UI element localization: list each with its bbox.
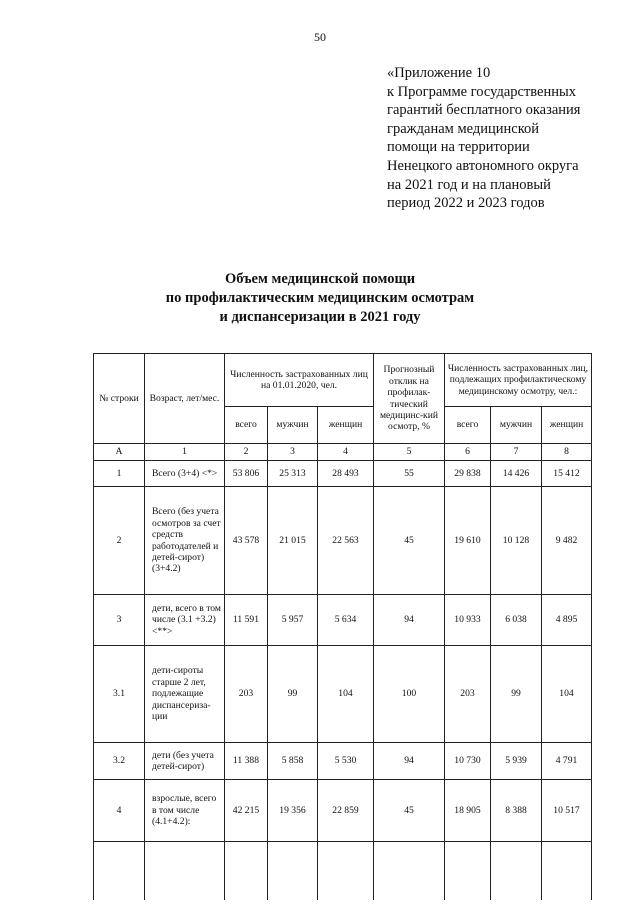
insured-total: 42 215 [225,780,268,842]
column-number: 3 [268,444,318,461]
insured-men: 5 957 [268,595,318,646]
insured-men: 25 313 [268,461,318,487]
insured-women: 22 563 [318,487,374,595]
column-number: А [94,444,145,461]
forecast-response: 94 [374,743,445,780]
subject-men: 99 [491,646,542,743]
appendix-line: период 2022 и 2023 годов [387,195,545,212]
age-group: Всего (без учета осмотров за счет средств работодателей и детей-сирот) (3+4.2) [145,487,225,595]
insured-total: 11 591 [225,595,268,646]
header-total: всего [445,407,491,444]
table-row [94,461,592,487]
table-row [94,743,592,780]
medical-volume-table [93,353,592,900]
age-group: дети (без учета детей-сирот) [145,743,225,780]
appendix-line: «Приложение 10 [387,65,491,81]
table-header-row [94,354,592,407]
column-number: 4 [318,444,374,461]
insured-men: 99 [268,646,318,743]
appendix-line: на 2021 год и на плановый [387,176,551,193]
subject-women: 10 517 [542,780,592,842]
row-number: 3 [94,595,145,646]
subject-women: 9 482 [542,487,592,595]
appendix-line: Ненецкого автономного округа [387,157,579,174]
header-forecast-response: Прогнозный отклик на профилак-тический медицинс-кий осмотр, % [374,354,445,444]
insured-men: 19 356 [268,780,318,842]
insured-women: 104 [318,646,374,743]
subject-total: 29 838 [445,461,491,487]
header-women: женщин [318,407,374,444]
table-row [94,487,592,595]
insured-women: 22 859 [318,780,374,842]
column-number: 7 [491,444,542,461]
title-line: Объем медицинской помощи [224,271,416,287]
table-row [94,646,592,743]
header-women: женщин [542,407,592,444]
title-line: по профилактическим медицинским осмотрам [165,290,475,306]
subject-men: 10 128 [491,487,542,595]
subject-total: 10 730 [445,743,491,780]
page-number: 50 [314,30,326,44]
subject-total: 18 905 [445,780,491,842]
insured-women: 28 493 [318,461,374,487]
insured-women: 5 634 [318,595,374,646]
subject-total: 19 610 [445,487,491,595]
header-men: мужчин [491,407,542,444]
column-number: 8 [542,444,592,461]
subject-women: 104 [542,646,592,743]
subject-men: 14 426 [491,461,542,487]
table-row [94,595,592,646]
header-total: всего [225,407,268,444]
header-row-number: № строки [94,354,145,444]
appendix-line: к Программе государственных [387,83,577,100]
age-group: Всего (3+4) <*> [145,461,225,487]
forecast-response: 55 [374,461,445,487]
column-number: 5 [374,444,445,461]
appendix-line: гражданам медицинской [387,120,540,137]
row-number: 1 [94,461,145,487]
row-number: 3.1 [94,646,145,743]
subject-men: 6 038 [491,595,542,646]
appendix-reference [387,64,632,213]
row-number: 4 [94,780,145,842]
header-men: мужчин [268,407,318,444]
forecast-response: 94 [374,595,445,646]
insured-total: 11 388 [225,743,268,780]
column-number-row [94,444,592,461]
column-number: 2 [225,444,268,461]
forecast-response: 45 [374,780,445,842]
column-number: 1 [145,444,225,461]
title-line: и диспансеризации в 2021 году [219,309,421,325]
insured-total: 203 [225,646,268,743]
age-group: дети, всего в том числе (3.1 +3.2) <**> [145,595,225,646]
table-row [94,780,592,842]
column-number: 6 [445,444,491,461]
appendix-line: помощи на территории [387,139,530,156]
table-row-continued [94,842,592,900]
subject-women: 15 412 [542,461,592,487]
header-age: Возраст, лет/мес. [145,354,225,444]
appendix-line: гарантий бесплатного оказания [387,102,581,119]
age-group: дети-сироты старше 2 лет, подлежащие диспансериза-ции [145,646,225,743]
forecast-response: 45 [374,487,445,595]
row-number: 2 [94,487,145,595]
age-group: взрослые, всего в том числе (4.1+4.2): [145,780,225,842]
insured-men: 21 015 [268,487,318,595]
subject-men: 5 939 [491,743,542,780]
subject-total: 203 [445,646,491,743]
subject-total: 10 933 [445,595,491,646]
insured-women: 5 530 [318,743,374,780]
header-insured-population: Численность застрахованных лиц на 01.01.2020, чел. [225,354,374,407]
document-title [0,270,640,327]
row-number: 3.2 [94,743,145,780]
subject-men: 8 388 [491,780,542,842]
subject-women: 4 895 [542,595,592,646]
header-subject-population: Численность застрахованных лиц, подлежащих профилактическому медицинскому осмотру, чел.: [445,354,592,407]
insured-men: 5 858 [268,743,318,780]
insured-total: 53 806 [225,461,268,487]
insured-total: 43 578 [225,487,268,595]
subject-women: 4 791 [542,743,592,780]
forecast-response: 100 [374,646,445,743]
